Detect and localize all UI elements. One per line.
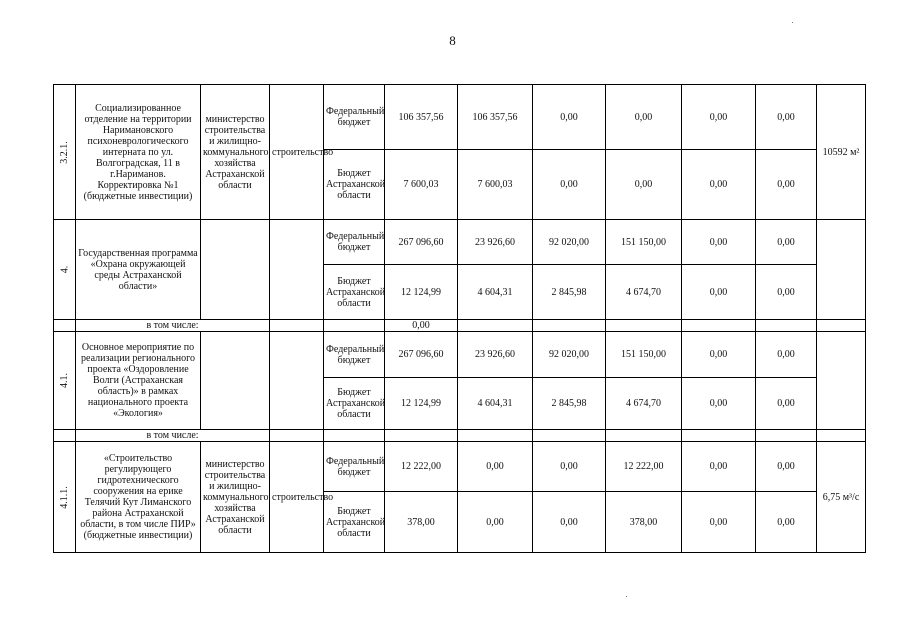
page-number: 8 bbox=[449, 33, 456, 48]
amount-cell: 0,00 bbox=[606, 85, 682, 150]
amount-cell: 0,00 bbox=[533, 85, 606, 150]
amount-cell: 151 150,00 bbox=[606, 220, 682, 265]
amount-total: 106 357,56 bbox=[385, 85, 458, 150]
item-name: Социализированное отделение на территории Наримановского психоневрологического интерната по ул. Волгоградская, 11 в г.Нариманов. Корректировка №1 (бюджетные инвестиции) bbox=[76, 85, 201, 220]
amount-cell: 0,00 bbox=[756, 332, 817, 378]
amount-total: 378,00 bbox=[385, 492, 458, 553]
amount-cell: 4 604,31 bbox=[458, 378, 533, 430]
work-type bbox=[270, 332, 324, 430]
amount-total: 12 222,00 bbox=[385, 442, 458, 492]
capacity bbox=[817, 220, 866, 320]
funding-source: Бюджет Астраханской области bbox=[324, 265, 385, 320]
amount-cell: 4 604,31 bbox=[458, 265, 533, 320]
amount-cell: 0,00 bbox=[606, 150, 682, 220]
amount-cell: 0,00 bbox=[682, 265, 756, 320]
amount-cell: 0,00 bbox=[458, 492, 533, 553]
amount-cell: 0,00 bbox=[533, 150, 606, 220]
amount-cell: 0,00 bbox=[756, 378, 817, 430]
funding-source: Федеральный бюджет bbox=[324, 442, 385, 492]
amount-cell: 0,00 bbox=[682, 85, 756, 150]
amount-cell: 23 926,60 bbox=[458, 220, 533, 265]
amount-cell: 0,00 bbox=[756, 85, 817, 150]
amount-total: 12 124,99 bbox=[385, 265, 458, 320]
table-row bbox=[54, 332, 866, 378]
amount-cell: 0,00 bbox=[756, 220, 817, 265]
amount-cell: 12 222,00 bbox=[606, 442, 682, 492]
amount-cell: 0,00 bbox=[458, 442, 533, 492]
work-type: строительство bbox=[270, 85, 324, 220]
amount-cell: 92 020,00 bbox=[533, 220, 606, 265]
scan-speck bbox=[626, 596, 627, 597]
amount-cell: 0,00 bbox=[682, 442, 756, 492]
including-value: 0,00 bbox=[385, 320, 458, 332]
capacity bbox=[817, 332, 866, 430]
amount-cell: 0,00 bbox=[682, 378, 756, 430]
amount-cell: 23 926,60 bbox=[458, 332, 533, 378]
program-table bbox=[53, 84, 866, 553]
amount-cell: 92 020,00 bbox=[533, 332, 606, 378]
including-row bbox=[54, 430, 866, 442]
funding-source: Федеральный бюджет bbox=[324, 85, 385, 150]
funding-source: Бюджет Астраханской области bbox=[324, 378, 385, 430]
table-row bbox=[54, 85, 866, 150]
including-row bbox=[54, 320, 866, 332]
amount-cell: 4 674,70 bbox=[606, 265, 682, 320]
amount-cell: 378,00 bbox=[606, 492, 682, 553]
including-label: в том числе: bbox=[76, 430, 270, 442]
amount-cell: 0,00 bbox=[682, 150, 756, 220]
amount-cell: 0,00 bbox=[682, 220, 756, 265]
capacity: 10592 м² bbox=[817, 85, 866, 220]
amount-total: 267 096,60 bbox=[385, 220, 458, 265]
amount-cell: 0,00 bbox=[756, 492, 817, 553]
funding-source: Федеральный бюджет bbox=[324, 220, 385, 265]
executor: министерство строительства и жилищно-коммунального хозяйства Астраханской области bbox=[201, 85, 270, 220]
row-number: 4.1.1. bbox=[54, 442, 76, 553]
executor: министерство строительства и жилищно-коммунального хозяйства Астраханской области bbox=[201, 442, 270, 553]
amount-cell: 0,00 bbox=[756, 150, 817, 220]
amount-cell: 0,00 bbox=[682, 332, 756, 378]
work-type: строительство bbox=[270, 442, 324, 553]
table-row bbox=[54, 220, 866, 265]
amount-total: 267 096,60 bbox=[385, 332, 458, 378]
scan-speck bbox=[792, 22, 793, 23]
amount-cell: 151 150,00 bbox=[606, 332, 682, 378]
amount-total: 12 124,99 bbox=[385, 378, 458, 430]
executor bbox=[201, 220, 270, 320]
amount-cell: 4 674,70 bbox=[606, 378, 682, 430]
amount-cell: 0,00 bbox=[756, 265, 817, 320]
amount-cell: 0,00 bbox=[756, 442, 817, 492]
row-number: 4. bbox=[54, 220, 76, 320]
amount-cell: 2 845,98 bbox=[533, 265, 606, 320]
amount-cell: 0,00 bbox=[533, 442, 606, 492]
amount-cell: 7 600,03 bbox=[458, 150, 533, 220]
amount-total: 7 600,03 bbox=[385, 150, 458, 220]
amount-cell: 106 357,56 bbox=[458, 85, 533, 150]
amount-cell: 2 845,98 bbox=[533, 378, 606, 430]
amount-cell: 0,00 bbox=[682, 492, 756, 553]
funding-source: Бюджет Астраханской области bbox=[324, 150, 385, 220]
row-number: 3.2.1. bbox=[54, 85, 76, 220]
capacity: 6,75 м³/с bbox=[817, 442, 866, 553]
item-name: Государственная программа «Охрана окружающей среды Астраханской области» bbox=[76, 220, 201, 320]
row-number: 4.1. bbox=[54, 332, 76, 430]
item-name: Основное мероприятие по реализации регионального проекта «Оздоровление Волги (Астраханская область)» в рамках национального проекта «Экология» bbox=[76, 332, 201, 430]
item-name: «Строительство регулирующего гидротехнического сооружения на ерике Телячий Кут Лиманского района Астраханской области, в том числе ПИР» (бюджетные инвестиции) bbox=[76, 442, 201, 553]
executor bbox=[201, 332, 270, 430]
funding-source: Федеральный бюджет bbox=[324, 332, 385, 378]
funding-source: Бюджет Астраханской области bbox=[324, 492, 385, 553]
work-type bbox=[270, 220, 324, 320]
table-row bbox=[54, 442, 866, 492]
including-label: в том числе: bbox=[76, 320, 270, 332]
amount-cell: 0,00 bbox=[533, 492, 606, 553]
